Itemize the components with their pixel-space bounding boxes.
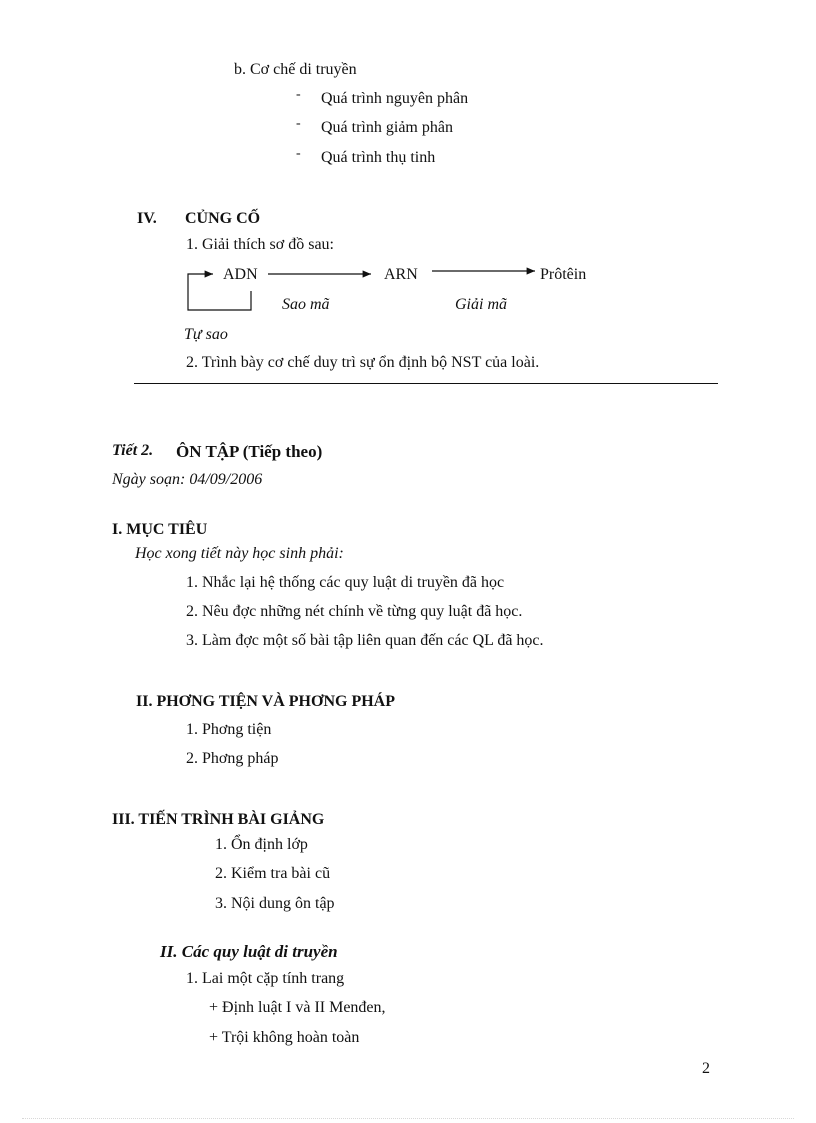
diagram-protein: Prôtêin xyxy=(540,266,587,283)
bullet-dash: - xyxy=(296,87,301,102)
bullet-dash: - xyxy=(296,116,301,131)
question-2: 2. Trình bày cơ chế duy trì sự ổn định bộ NST của loài. xyxy=(186,354,540,371)
section-ii-title: II. PHƠNG TIỆN VÀ PHƠNG PHÁP xyxy=(136,693,395,710)
list-item: 1. Phơng tiện xyxy=(186,721,272,738)
diagram-adn: ADN xyxy=(223,266,258,283)
section-iv-title: CỦNG CỐ xyxy=(185,210,261,227)
list-item: 3. Nội dung ôn tập xyxy=(215,895,335,912)
diagram-arn: ARN xyxy=(384,266,418,283)
diagram-sao-ma: Sao mã xyxy=(282,296,330,313)
list-item: Quá trình nguyên phân xyxy=(321,90,469,107)
list-item: Quá trình thụ tinh xyxy=(321,149,436,166)
footer-dotted-line xyxy=(22,1118,794,1119)
bullet-dash: - xyxy=(296,146,301,161)
section-i-title: I. MỤC TIÊU xyxy=(112,521,208,538)
section-i-intro: Học xong tiết này học sinh phải: xyxy=(135,545,344,562)
diagram-giai-ma: Giải mã xyxy=(455,296,507,313)
list-item: 2. Nêu đợc những nét chính về từng quy luật đã học. xyxy=(186,603,523,620)
mechanism-heading: b. Cơ chế di truyền xyxy=(234,61,357,78)
diagram-tu-sao: Tự sao xyxy=(184,326,228,343)
lesson-title: ÔN TẬP (Tiếp theo) xyxy=(176,442,323,461)
list-subitem: + Trội không hoàn toàn xyxy=(209,1029,360,1046)
list-item: 1. Lai một cặp tính trang xyxy=(186,970,345,987)
diagram-arrows xyxy=(0,0,816,400)
list-item: 3. Làm đợc một số bài tập liên quan đến các QL đã học. xyxy=(186,632,544,649)
section-iii-title: III. TIẾN TRÌNH BÀI GIẢNG xyxy=(112,811,325,828)
list-item: Quá trình giảm phân xyxy=(321,119,453,136)
lesson-date: Ngày soạn: 04/09/2006 xyxy=(112,471,263,488)
list-subitem: + Định luật I và II Menđen, xyxy=(209,999,386,1016)
lesson-number: Tiết 2. xyxy=(112,442,154,459)
list-item: 2. Kiểm tra bài cũ xyxy=(215,865,331,882)
list-item: 2. Phơng pháp xyxy=(186,750,279,767)
question-1: 1. Giải thích sơ đồ sau: xyxy=(186,236,334,253)
page-number: 2 xyxy=(702,1060,710,1077)
subsection-title: II. Các quy luật di truyền xyxy=(160,942,338,961)
list-item: 1. Nhắc lại hệ thống các quy luật di truyền đã học xyxy=(186,574,505,591)
section-iv-number: IV. xyxy=(137,210,157,227)
list-item: 1. Ổn định lớp xyxy=(215,836,308,853)
section-divider xyxy=(134,383,718,384)
